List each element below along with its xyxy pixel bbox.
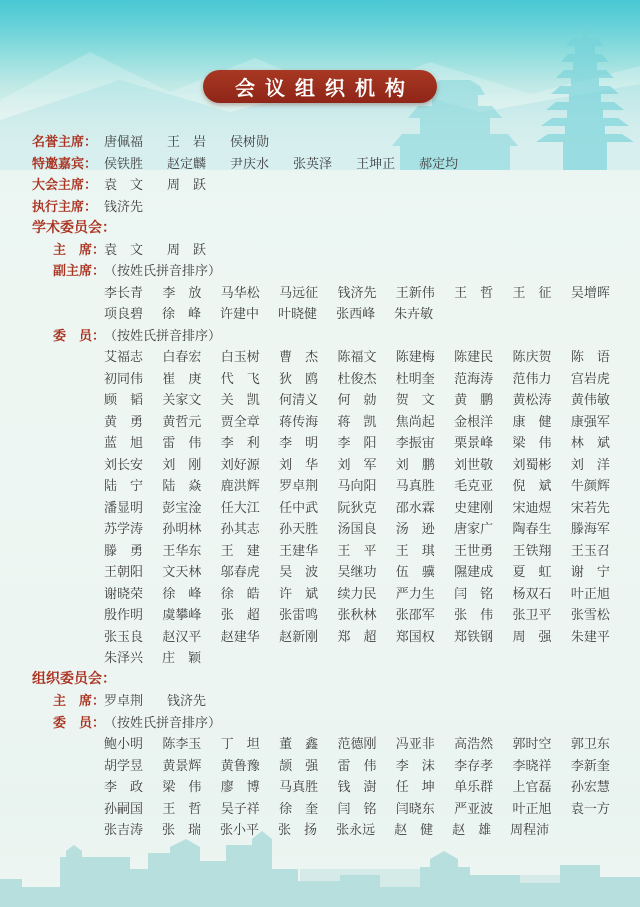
- person-name: 白春宏: [162, 349, 202, 365]
- person-name: 梁 伟: [162, 779, 202, 795]
- person-name: 谢晓荣: [104, 585, 144, 601]
- person-name: 袁 文: [104, 177, 144, 193]
- person-name: 郝定均: [419, 155, 459, 171]
- person-name: 梁 伟: [512, 435, 552, 451]
- person-name: 任 坤: [395, 779, 435, 795]
- person-name: 赵汉平: [162, 628, 202, 644]
- academic-members-row: [32, 410, 610, 432]
- academic-members-row: [32, 646, 610, 668]
- person-name: 郭时空: [512, 736, 552, 752]
- person-name: 张西峰: [336, 306, 376, 322]
- academic-members-row: [32, 431, 610, 453]
- person-name: 严亚波: [454, 800, 494, 816]
- row-label: 主 席：: [53, 693, 106, 709]
- person-name: 邬春虎: [220, 564, 260, 580]
- person-name: 李 沫: [395, 757, 435, 773]
- organizing-members-row: [32, 797, 610, 819]
- organizing-committee-heading: [32, 668, 610, 690]
- person-name: 阮狄克: [337, 499, 377, 515]
- name-list: [104, 239, 206, 258]
- name-list: [104, 583, 610, 602]
- person-name: 任大江: [220, 499, 260, 515]
- academic-members-row: [32, 560, 610, 582]
- person-name: 王朝阳: [104, 564, 144, 580]
- person-name: 张 超: [220, 607, 260, 623]
- person-name: 狄 鸥: [279, 370, 319, 386]
- person-name: 伍 骥: [395, 564, 435, 580]
- person-name: 叶正旭: [512, 800, 552, 816]
- person-name: 郭卫东: [570, 736, 610, 752]
- person-name: 陈 语: [570, 349, 610, 365]
- person-name: 周程沛: [510, 822, 550, 838]
- person-name: 马远征: [279, 284, 319, 300]
- title-banner: [203, 70, 437, 103]
- person-name: 赵 健: [394, 822, 434, 838]
- person-name: 张小平: [220, 822, 260, 838]
- person-name: 康强军: [570, 413, 610, 429]
- person-name: 杜俊杰: [337, 370, 377, 386]
- person-name: 任中武: [279, 499, 319, 515]
- person-name: 张邵军: [395, 607, 435, 623]
- person-name: 黄 勇: [104, 413, 144, 429]
- person-name: 李振宙: [395, 435, 435, 451]
- person-name: 隰建成: [454, 564, 494, 580]
- person-name: 马真胜: [279, 779, 319, 795]
- person-name: 代 飞: [220, 370, 260, 386]
- person-name: 牛颜辉: [570, 478, 610, 494]
- person-name: 陆 焱: [162, 478, 202, 494]
- row-conference-chairs: [32, 173, 610, 195]
- person-name: 关 凯: [220, 392, 260, 408]
- person-name: 叶正旭: [570, 585, 610, 601]
- person-name: 马华松: [220, 284, 260, 300]
- person-name: 王坤正: [356, 155, 396, 171]
- person-name: 孙其志: [220, 521, 260, 537]
- person-name: 宫岩虎: [570, 370, 610, 386]
- person-name: 王 哲: [162, 800, 202, 816]
- person-name: 刘好源: [220, 456, 260, 472]
- person-name: 王 哲: [454, 284, 494, 300]
- name-list: [104, 561, 610, 580]
- person-name: 金根洋: [454, 413, 494, 429]
- person-name: 张 瑞: [162, 822, 202, 838]
- person-name: 何 勍: [337, 392, 377, 408]
- academic-members-row: [32, 388, 610, 410]
- person-name: 刘 刚: [162, 456, 202, 472]
- name-list: [104, 798, 610, 817]
- name-list: [104, 196, 143, 215]
- person-name: 毛克亚: [454, 478, 494, 494]
- person-name: 张永远: [336, 822, 376, 838]
- person-name: 李存孝: [454, 757, 494, 773]
- name-list: [104, 153, 458, 172]
- person-name: 钱济先: [337, 284, 377, 300]
- person-name: 冯亚非: [395, 736, 435, 752]
- person-name: 侯树勋: [230, 134, 270, 150]
- person-name: 蒋 凯: [337, 413, 377, 429]
- person-name: 汤 逊: [395, 521, 435, 537]
- name-list: [104, 733, 610, 752]
- name-list: [104, 497, 610, 516]
- row-label: 大会主席：: [32, 177, 98, 193]
- person-name: 范德刚: [337, 736, 377, 752]
- person-name: 闫 铭: [337, 800, 377, 816]
- person-name: 续力民: [337, 585, 377, 601]
- row-label: 执行主席：: [32, 198, 98, 214]
- person-name: 周 跃: [167, 177, 207, 193]
- person-name: 高浩然: [454, 736, 494, 752]
- person-name: 王 琪: [395, 542, 435, 558]
- person-name: 潘显明: [104, 499, 144, 515]
- person-name: 刘蜀彬: [512, 456, 552, 472]
- person-name: 鹿洪辉: [220, 478, 260, 494]
- person-name: 上官磊: [512, 779, 552, 795]
- name-list: [104, 540, 610, 559]
- person-name: 李 阳: [337, 435, 377, 451]
- academic-committee-heading: [32, 216, 610, 238]
- row-executive-chair: [32, 195, 610, 217]
- person-name: 吴子祥: [220, 800, 260, 816]
- name-list: [104, 690, 206, 709]
- person-name: 林 斌: [570, 435, 610, 451]
- academic-members-row: [32, 367, 610, 389]
- name-list: [104, 647, 610, 666]
- person-name: 贺 文: [395, 392, 435, 408]
- sort-note: （按姓氏拼音排序）: [104, 263, 222, 279]
- person-name: 李新奎: [570, 757, 610, 773]
- person-name: 王玉召: [570, 542, 610, 558]
- person-name: 吴增晖: [570, 284, 610, 300]
- name-list: [104, 282, 610, 301]
- person-name: 董 鑫: [279, 736, 319, 752]
- row-label: 主 席：: [53, 241, 106, 257]
- person-name: 谢 宁: [570, 564, 610, 580]
- row-label: 委 员：: [53, 714, 106, 730]
- name-list: [104, 368, 610, 387]
- person-name: 王新伟: [395, 284, 435, 300]
- person-name: 徐 峰: [162, 306, 202, 322]
- person-name: 孙明林: [162, 521, 202, 537]
- name-list: [104, 604, 610, 623]
- person-name: 许建中: [220, 306, 260, 322]
- academic-vice-chair-row: [32, 259, 610, 281]
- academic-members-row: [32, 517, 610, 539]
- person-name: 李 政: [104, 779, 144, 795]
- person-name: 钱济先: [104, 198, 144, 214]
- academic-members-label-row: [32, 324, 610, 346]
- name-list: [104, 303, 610, 322]
- person-name: 关家文: [162, 392, 202, 408]
- person-name: 王铁翔: [512, 542, 552, 558]
- person-name: 赵建华: [220, 628, 260, 644]
- person-name: 孙宏慧: [570, 779, 610, 795]
- person-name: 王世勇: [454, 542, 494, 558]
- person-name: 刘 鹏: [395, 456, 435, 472]
- name-list: [104, 131, 269, 150]
- person-name: 严力生: [395, 585, 435, 601]
- row-label: 名誉主席：: [32, 134, 98, 150]
- person-name: 宋迪煜: [512, 499, 552, 515]
- person-name: 项良碧: [104, 306, 144, 322]
- person-name: 杜明奎: [395, 370, 435, 386]
- person-name: 张玉良: [104, 628, 144, 644]
- person-name: 王 建: [220, 542, 260, 558]
- person-name: 倪 斌: [512, 478, 552, 494]
- person-name: 朱泽兴: [104, 650, 144, 666]
- academic-vice-names-row: [32, 302, 610, 324]
- person-name: 郑 超: [337, 628, 377, 644]
- person-name: 张吉涛: [104, 822, 144, 838]
- person-name: 陈福文: [337, 349, 377, 365]
- person-name: 唐家广: [454, 521, 494, 537]
- person-name: 刘 军: [337, 456, 377, 472]
- academic-chair-row: [32, 238, 610, 260]
- person-name: 焦尚起: [395, 413, 435, 429]
- person-name: 王 平: [337, 542, 377, 558]
- row-invited-guests: [32, 152, 610, 174]
- person-name: 刘长安: [104, 456, 144, 472]
- person-name: 滕 勇: [104, 542, 144, 558]
- name-list: [104, 174, 206, 193]
- page-title: 会议组织机构: [235, 78, 415, 100]
- row-label: 特邀嘉宾：: [32, 155, 98, 171]
- person-name: 初同伟: [104, 370, 144, 386]
- person-name: 李 明: [279, 435, 319, 451]
- person-name: 赵新刚: [279, 628, 319, 644]
- person-name: 张雪松: [570, 607, 610, 623]
- person-name: 李 利: [220, 435, 260, 451]
- person-name: 张英泽: [293, 155, 333, 171]
- person-name: 刘 华: [279, 456, 319, 472]
- section-heading: 组织委员会：: [32, 670, 116, 687]
- content: [0, 130, 640, 840]
- person-name: 朱建平: [570, 628, 610, 644]
- person-name: 贾全章: [220, 413, 260, 429]
- person-name: 王 征: [512, 284, 552, 300]
- name-list: [104, 755, 610, 774]
- person-name: 唐佩福: [104, 134, 144, 150]
- person-name: 王建华: [279, 542, 319, 558]
- person-name: 袁一方: [570, 800, 610, 816]
- person-name: 崔 庚: [162, 370, 202, 386]
- person-name: 邵水霖: [395, 499, 435, 515]
- person-name: 廖 博: [220, 779, 260, 795]
- person-name: 罗卓荆: [279, 478, 319, 494]
- person-name: 栗景峰: [454, 435, 494, 451]
- person-name: 丁 坦: [220, 736, 260, 752]
- person-name: 雷 伟: [337, 757, 377, 773]
- person-name: 陆 宁: [104, 478, 144, 494]
- academic-members-row: [32, 345, 610, 367]
- person-name: 范海涛: [454, 370, 494, 386]
- person-name: 雷 伟: [162, 435, 202, 451]
- name-list: [104, 819, 610, 838]
- person-name: 颉 强: [279, 757, 319, 773]
- person-name: 李晓祥: [512, 757, 552, 773]
- name-list: [104, 626, 610, 645]
- person-name: 罗卓荆: [104, 693, 144, 709]
- person-name: 胡学昱: [104, 757, 144, 773]
- person-name: 吴 波: [279, 564, 319, 580]
- academic-members-row: [32, 453, 610, 475]
- person-name: 钱 澍: [337, 779, 377, 795]
- organizing-chair-row: [32, 689, 610, 711]
- person-name: 蒋传海: [279, 413, 319, 429]
- organizing-members-row: [32, 754, 610, 776]
- person-name: 马真胜: [395, 478, 435, 494]
- person-name: 殷作明: [104, 607, 144, 623]
- name-list: [104, 346, 610, 365]
- person-name: 黄哲元: [162, 413, 202, 429]
- person-name: 徐 奎: [279, 800, 319, 816]
- person-name: 单乐群: [454, 779, 494, 795]
- person-name: 曹 杰: [279, 349, 319, 365]
- academic-members-row: [32, 603, 610, 625]
- name-list: [104, 518, 610, 537]
- person-name: 白玉树: [220, 349, 260, 365]
- name-list: [104, 432, 610, 451]
- person-name: 黄伟敏: [570, 392, 610, 408]
- name-list: [104, 389, 610, 408]
- name-list: [104, 454, 610, 473]
- person-name: 张秋林: [337, 607, 377, 623]
- person-name: 史建刚: [454, 499, 494, 515]
- person-name: 李 放: [162, 284, 202, 300]
- row-honorary-chairs: [32, 130, 610, 152]
- person-name: 马向阳: [337, 478, 377, 494]
- person-name: 彭宝淦: [162, 499, 202, 515]
- person-name: 鲍小明: [104, 736, 144, 752]
- person-name: 虞攀峰: [162, 607, 202, 623]
- person-name: 黄鲁豫: [220, 757, 260, 773]
- person-name: 陈庆贺: [512, 349, 552, 365]
- person-name: 闫晓东: [395, 800, 435, 816]
- sort-note: （按姓氏拼音排序）: [104, 714, 222, 730]
- organizing-members-row: [32, 732, 610, 754]
- person-name: 黄 鹏: [454, 392, 494, 408]
- person-name: 张 伟: [454, 607, 494, 623]
- person-name: 陈建梅: [395, 349, 435, 365]
- person-name: 张雷鸣: [279, 607, 319, 623]
- academic-members-row: [32, 539, 610, 561]
- person-name: 周 跃: [167, 241, 207, 257]
- person-name: 文天林: [162, 564, 202, 580]
- person-name: 李长青: [104, 284, 144, 300]
- person-name: 侯铁胜: [104, 155, 144, 171]
- name-list: [104, 776, 610, 795]
- person-name: 宋若先: [570, 499, 610, 515]
- organizing-members-row: [32, 818, 610, 840]
- person-name: 闫 铭: [454, 585, 494, 601]
- organizing-members-row: [32, 775, 610, 797]
- row-label: 副主席：: [53, 263, 106, 279]
- person-name: 钱济先: [167, 693, 207, 709]
- person-name: 陈建民: [454, 349, 494, 365]
- person-name: 康 健: [512, 413, 552, 429]
- person-name: 王 岩: [167, 134, 207, 150]
- academic-members-row: [32, 496, 610, 518]
- person-name: 徐 峰: [162, 585, 202, 601]
- person-name: 徐 皓: [220, 585, 260, 601]
- person-name: 刘 洋: [570, 456, 610, 472]
- academic-members-row: [32, 582, 610, 604]
- person-name: 庄 颖: [162, 650, 202, 666]
- person-name: 杨双石: [512, 585, 552, 601]
- person-name: 夏 虹: [512, 564, 552, 580]
- person-name: 汤国良: [337, 521, 377, 537]
- person-name: 袁 文: [104, 241, 144, 257]
- organizing-members-label-row: [32, 711, 610, 733]
- person-name: 刘世敬: [454, 456, 494, 472]
- person-name: 朱卉敏: [394, 306, 434, 322]
- person-name: 张卫平: [512, 607, 552, 623]
- person-name: 范伟力: [512, 370, 552, 386]
- person-name: 苏学涛: [104, 521, 144, 537]
- sort-note: （按姓氏拼音排序）: [104, 327, 222, 343]
- name-list: [104, 411, 610, 430]
- person-name: 周 强: [512, 628, 552, 644]
- person-name: 叶晓健: [278, 306, 318, 322]
- person-name: 蓝 旭: [104, 435, 144, 451]
- person-name: 滕海军: [570, 521, 610, 537]
- person-name: 张 扬: [278, 822, 318, 838]
- person-name: 王华东: [162, 542, 202, 558]
- academic-members-row: [32, 625, 610, 647]
- person-name: 尹庆水: [230, 155, 270, 171]
- person-name: 何清义: [279, 392, 319, 408]
- person-name: 陶春生: [512, 521, 552, 537]
- person-name: 艾福志: [104, 349, 144, 365]
- row-label: 委 员：: [53, 327, 106, 343]
- person-name: 赵 雄: [452, 822, 492, 838]
- person-name: 郑铁钢: [454, 628, 494, 644]
- person-name: 许 斌: [279, 585, 319, 601]
- academic-members-row: [32, 474, 610, 496]
- person-name: 赵定麟: [167, 155, 207, 171]
- person-name: 郑国权: [395, 628, 435, 644]
- name-list: [104, 475, 610, 494]
- section-heading: 学术委员会：: [32, 218, 116, 235]
- person-name: 黄景辉: [162, 757, 202, 773]
- person-name: 黄松涛: [512, 392, 552, 408]
- academic-vice-names-row: [32, 281, 610, 303]
- person-name: 吴继功: [337, 564, 377, 580]
- person-name: 陈李玉: [162, 736, 202, 752]
- person-name: 孙嗣国: [104, 800, 144, 816]
- person-name: 顾 韬: [104, 392, 144, 408]
- person-name: 孙天胜: [279, 521, 319, 537]
